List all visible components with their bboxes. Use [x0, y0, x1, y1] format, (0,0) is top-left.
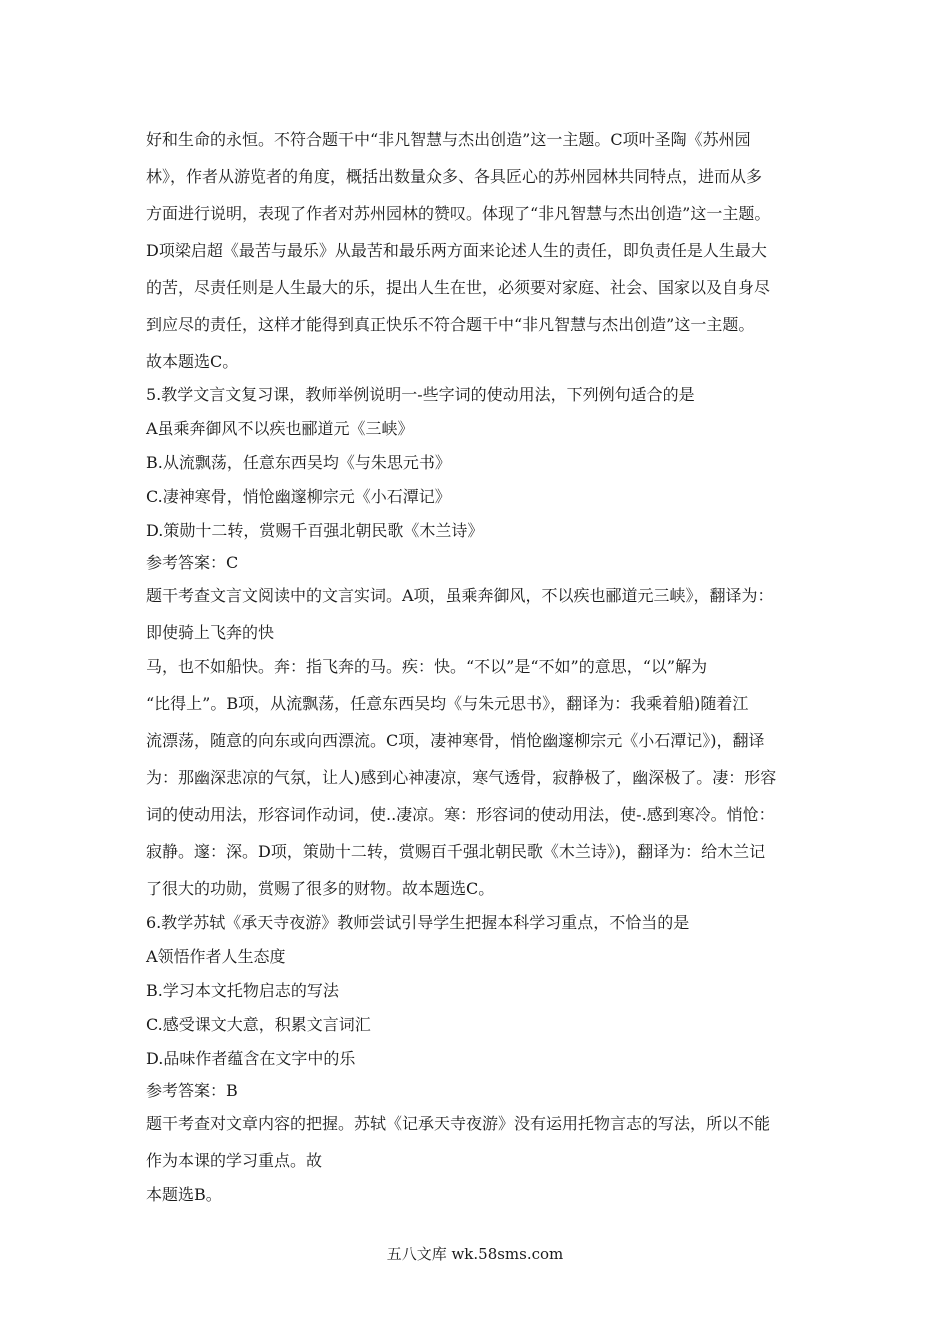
- explanation-line: 了很大的功勋，赏赐了很多的财物。故本题选C。: [146, 879, 495, 898]
- question-6: 6.教学苏轼《承天寺夜游》教师尝试引导学生把握本科学习重点，不恰当的是: [146, 913, 690, 932]
- text-line: 林》，作者从游览者的角度，概括出数量众多、各具匠心的苏州园林共同特点，进而从多: [146, 167, 763, 186]
- option-b: B.从流飘荡，任意东西吴均《与朱思元书》: [146, 453, 451, 472]
- explanation-line: 词的使动用法，形容词作动词，使..凄凉。寒：形容词的使动用法，使-.感到寒冷。悄怆：: [146, 805, 775, 824]
- explanation-line: 题干考查对文章内容的把握。苏轼《记承天寺夜游》没有运用托物言志的写法，所以不能: [146, 1114, 771, 1133]
- explanation-line: 题干考查文言文阅读中的文言实词。A项，虽乘奔御风，不以疾也郦道元三峡》，翻译为：: [146, 586, 774, 605]
- option-a: A领悟作者人生态度: [146, 947, 286, 966]
- explanation-line: 流漂荡，随意的向东或向西漂流。C项，凄神寒骨，悄怆幽邃柳宗元《小石潭记》)，翻译: [146, 731, 765, 750]
- explanation-line: 作为本课的学习重点。故: [146, 1151, 323, 1170]
- explanation-line: 本题选B。: [146, 1185, 222, 1204]
- option-b: B.学习本文托物启志的写法: [146, 981, 339, 1000]
- answer-line: 参考答案：C: [146, 553, 239, 572]
- explanation-line: 为：那幽深悲凉的气氛，让人)感到心神凄凉，寒气透骨，寂静极了，幽深极了。凄：形容: [146, 768, 777, 787]
- page-footer: 五八文库 wk.58sms.com: [386, 1245, 564, 1263]
- explanation-line: 马，也不如船快。奔：指飞奔的马。疾：快。“不以”是“不如”的意思，“以”解为: [146, 657, 708, 676]
- text-line: 方面进行说明，表现了作者对苏州园林的赞叹。体现了“非凡智慧与杰出创造”这一主题。: [146, 204, 771, 223]
- option-a: A虽乘奔御风不以疾也郦道元《三峡》: [146, 419, 414, 438]
- answer-line: 参考答案：B: [146, 1081, 238, 1100]
- option-c: C.凄神寒骨，悄怆幽邃柳宗元《小石潭记》: [146, 487, 451, 506]
- explanation-line: “比得上”。B项，从流飘荡，任意东西吴均《与朱元思书》，翻译为：我乘着船)随着江: [146, 694, 749, 713]
- explanation-line: 寂静。邃：深。D项，策勋十二转，赏赐百千强北朝民歌《木兰诗》)，翻译为：给木兰记: [146, 842, 766, 861]
- text-line: D项梁启超《最苦与最乐》从最苦和最乐两方面来论述人生的责任，即负责任是人生最大: [146, 241, 767, 260]
- option-d: D.策勋十二转，赏赐千百强北朝民歌《木兰诗》: [146, 521, 484, 540]
- text-line: 的苦，尽责任则是人生最大的乐，提出人生在世，必须要对家庭、社会、国家以及自身尽: [146, 278, 771, 297]
- option-c: C.感受课文大意，积累文言词汇: [146, 1015, 371, 1034]
- option-d: D.品味作者蕴含在文字中的乐: [146, 1049, 356, 1068]
- text-line: 故本题选C。: [146, 352, 239, 371]
- text-line: 到应尽的责任，这样才能得到真正快乐不符合题干中“非凡智慧与杰出创造”这一主题。: [146, 315, 755, 334]
- explanation-line: 即使骑上飞奔的快: [146, 623, 275, 642]
- text-line: 好和生命的永恒。不符合题干中“非凡智慧与杰出创造”这一主题。C项叶圣陶《苏州园: [146, 130, 751, 149]
- question-5: 5.教学文言文复习课，教师举例说明一-些字词的使动用法，下列例句适合的是: [146, 385, 695, 404]
